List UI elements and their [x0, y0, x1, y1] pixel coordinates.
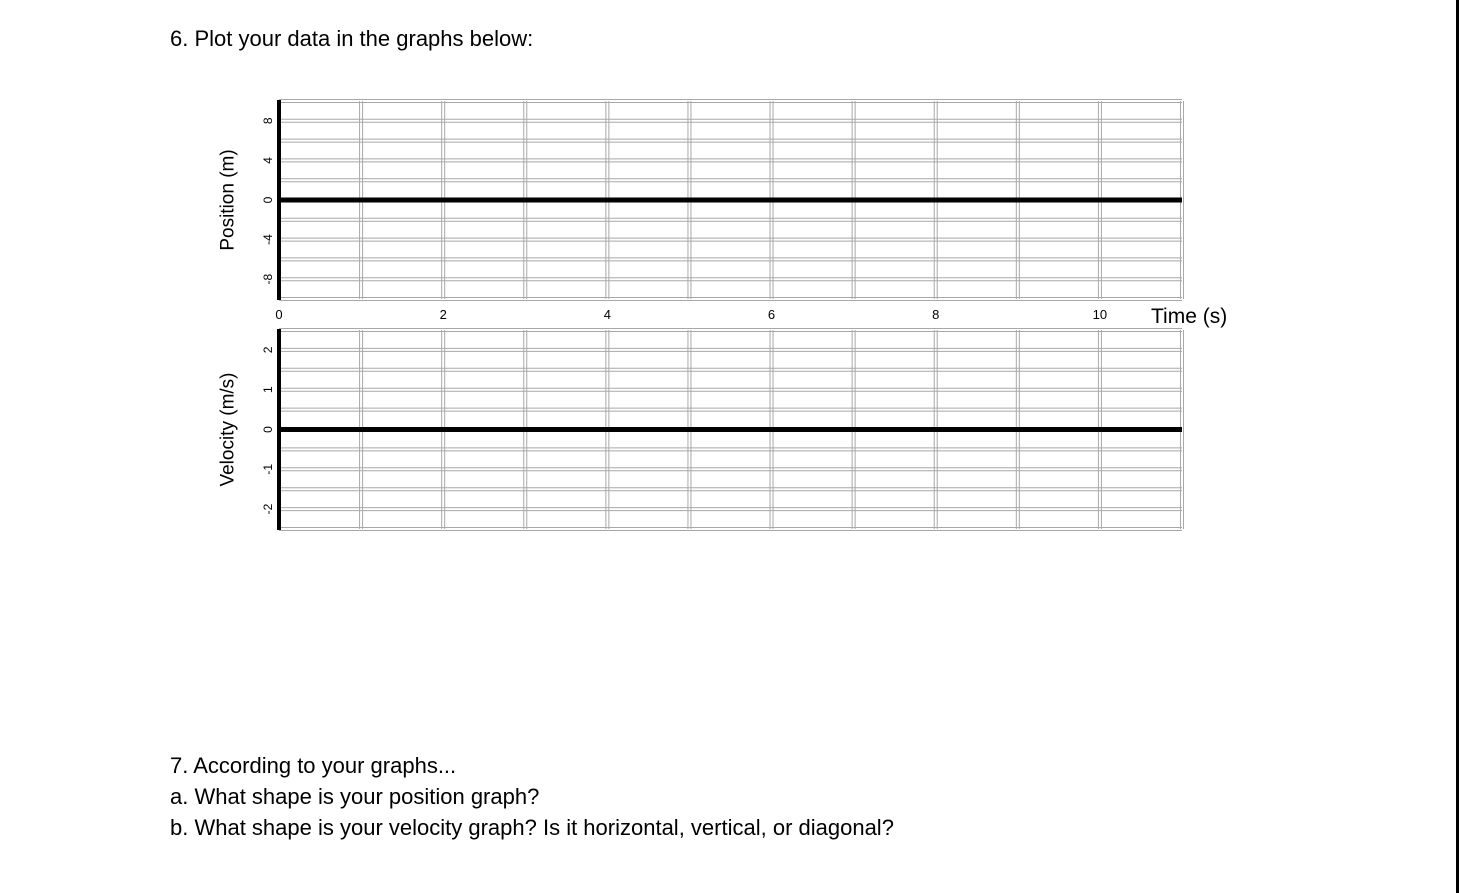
position-x-tick-label: 0	[275, 307, 283, 322]
question-7b-text: b. What shape is your velocity graph? Is it horizontal, vertical, or diagonal?	[170, 815, 894, 840]
velocity-y-tick-label: -1	[261, 463, 275, 475]
question-7-heading: 7. According to your graphs...	[170, 753, 457, 778]
velocity-y-tick-label: 0	[261, 426, 275, 433]
position-x-tick-label: 10	[1092, 307, 1108, 322]
question-6-text: 6. Plot your data in the graphs below:	[170, 26, 534, 51]
position-x-tick-label: 4	[603, 307, 611, 322]
velocity-y-tick-label: -2	[261, 503, 275, 515]
position-y-axis-label: Position (m)	[217, 149, 239, 251]
question-7a-text: a. What shape is your position graph?	[170, 784, 540, 809]
position-x-tick-label: 2	[439, 307, 447, 322]
velocity-y-tick-label: 1	[261, 386, 275, 394]
position-y-tick-label: -4	[261, 234, 275, 245]
position-x-tick-label: 6	[767, 307, 776, 322]
velocity-y-axis-label: Velocity (m/s)	[217, 372, 239, 487]
position-x-tick-label: 8	[932, 307, 940, 322]
position-y-tick-label: -8	[261, 273, 275, 285]
position-x-axis-label: Time (s)	[1151, 305, 1228, 328]
position-y-tick-label: 4	[261, 157, 275, 164]
position-y-tick-label: 8	[261, 117, 275, 125]
position-y-tick-label: 0	[261, 196, 275, 204]
velocity-y-tick-label: 2	[261, 346, 275, 354]
